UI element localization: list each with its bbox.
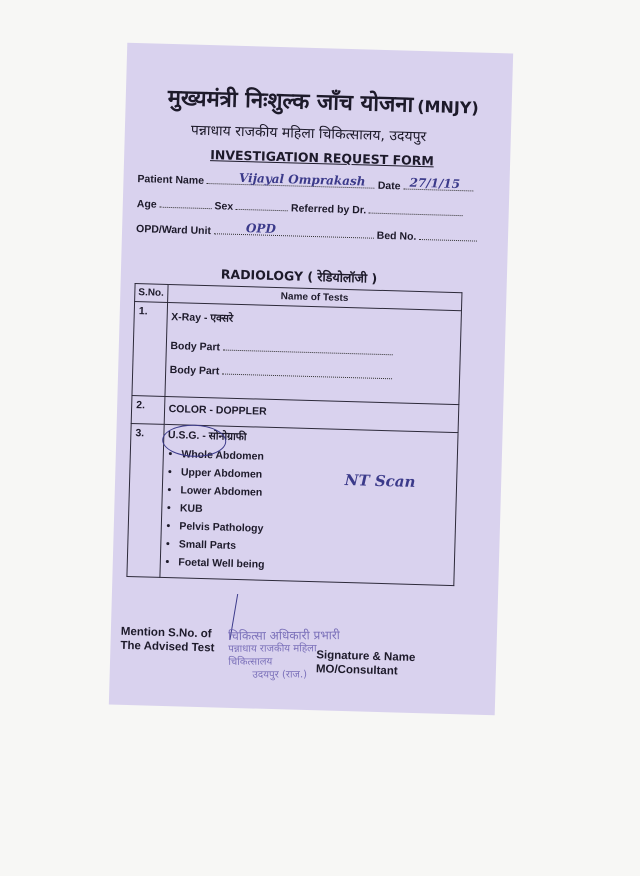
- body-part-line-1[interactable]: [170, 340, 456, 360]
- xray-title: X-Ray - एक्सरे: [171, 311, 234, 325]
- hospital-name: पन्नाधाय राजकीय महिला चिकित्सालय, उदयपुर: [190, 122, 427, 146]
- bed-label: Bed No.: [376, 229, 417, 243]
- scheme-code: (MNJY): [416, 96, 479, 118]
- patient-name-row: [137, 170, 473, 194]
- col-sno: S.No.: [135, 284, 168, 303]
- referred-field[interactable]: [369, 213, 463, 217]
- scheme-name: मुख्यमंत्री निःशुल्क जाँच योजना: [167, 85, 414, 118]
- stamp-line-1: चिकित्सा अधिकारी प्रभारी: [228, 628, 340, 643]
- opd-field[interactable]: [214, 221, 374, 238]
- list-item[interactable]: • Foetal Well being: [178, 556, 450, 576]
- stamp-line-2: पन्नाधाय राजकीय महिला चिकित्सालय: [228, 643, 317, 668]
- sex-label: Sex: [214, 200, 234, 213]
- usg-cell: [159, 424, 458, 585]
- sex-field[interactable]: [236, 209, 288, 211]
- usg-title: U.S.G. - सोनोग्राफी: [167, 429, 247, 444]
- list-item[interactable]: • Lower Abdomen: [180, 484, 452, 504]
- list-item[interactable]: • Whole Abdomen: [181, 448, 453, 468]
- handwritten-note: NT Scan: [344, 470, 416, 491]
- age-sex-row: [137, 198, 464, 219]
- body-part-label: Body Part: [170, 340, 221, 354]
- list-item[interactable]: • Pelvis Pathology: [179, 520, 451, 540]
- opd-label: OPD/Ward Unit: [135, 223, 212, 238]
- form-title-hindi: [167, 82, 479, 121]
- table-row: [132, 302, 461, 405]
- stamp-line-3: उदयपुर (राज.): [252, 669, 308, 681]
- col-test-name: Name of Tests: [167, 284, 462, 310]
- section-title: RADIOLOGY ( रेडियोलॉजी ): [220, 266, 378, 286]
- form-title: INVESTIGATION REQUEST FORM: [210, 147, 435, 169]
- list-item[interactable]: • KUB: [180, 502, 452, 522]
- tests-table: [126, 283, 462, 586]
- form-sheet: [109, 43, 513, 716]
- age-label: Age: [136, 198, 157, 211]
- footer-signature-label: Signature & Name MO/Consultant: [315, 649, 416, 678]
- footer-mention-sno: Mention S.No. of The Advised Test: [120, 625, 215, 655]
- row-number: 1.: [132, 302, 167, 397]
- bed-field[interactable]: [419, 239, 477, 242]
- body-part-line-2[interactable]: [170, 364, 456, 384]
- patient-name-label: Patient Name: [137, 173, 205, 187]
- row-number: 3.: [127, 423, 164, 577]
- patient-name-value: Vijayal Omprakash: [238, 170, 366, 189]
- row-number: 2.: [131, 396, 164, 425]
- opd-row: [136, 223, 477, 245]
- doppler-title: COLOR - DOPPLER: [168, 403, 267, 418]
- date-label: Date: [377, 179, 401, 193]
- patient-name-field[interactable]: [207, 170, 375, 189]
- usg-item-list: [164, 448, 453, 576]
- opd-value: OPD: [245, 221, 277, 236]
- referred-label: Referred by Dr.: [290, 202, 367, 217]
- date-field[interactable]: [403, 175, 473, 192]
- list-item[interactable]: • Small Parts: [179, 538, 451, 558]
- date-value: 27/1/15: [409, 175, 461, 192]
- age-field[interactable]: [159, 207, 211, 209]
- table-row: [127, 423, 458, 585]
- body-part-label: Body Part: [169, 364, 220, 378]
- xray-cell: [165, 302, 462, 404]
- list-item[interactable]: • Upper Abdomen: [181, 466, 453, 486]
